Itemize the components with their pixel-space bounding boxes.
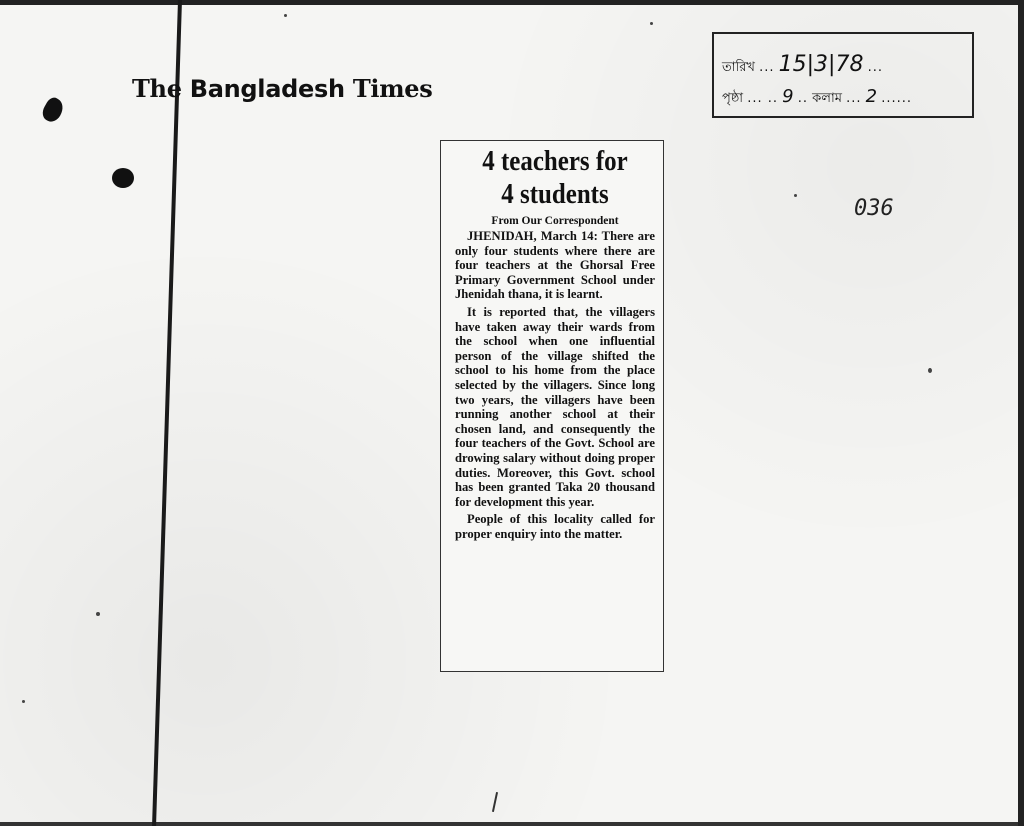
archive-stamp	[712, 32, 974, 118]
scan-right-edge	[1018, 0, 1024, 826]
scan-speck	[96, 612, 100, 616]
scan-speck	[794, 194, 797, 197]
masthead-word: The	[132, 74, 182, 103]
stamp-page-value: 9	[782, 86, 794, 107]
news-clipping	[440, 140, 664, 672]
headline-line: 4 students	[501, 178, 609, 210]
article-headline	[469, 145, 641, 211]
archive-page-number: 036	[854, 196, 894, 221]
scan-mark	[492, 792, 498, 812]
stamp-column-value: 2	[865, 86, 878, 107]
article-byline: From Our Correspondent	[491, 215, 619, 227]
stamp-date-day: 15	[778, 52, 807, 77]
scan-speck	[284, 14, 287, 17]
scan-speck	[22, 700, 25, 703]
headline-line: 4 teachers for	[482, 145, 628, 177]
stamp-date-year: 78	[835, 52, 864, 77]
scan-speck	[650, 22, 653, 25]
article-paragraph: It is reported that, the villagers have taken away their wards from the school when one influential person of the village shifted the school to his home from the place selected by the villagers. Since long two years, the villagers have been running another school at their chosen land, and consequently the four teachers of the Govt. School are drowing salary without doing proper duties. Moreover, this Govt. school has been granted Taka 20 thousand for development this year.	[455, 304, 655, 509]
stamp-page-row: পৃষ্ঠা ... .. 9 .. কলাম ... 2 ......	[722, 86, 913, 107]
binding-fold-line	[152, 0, 182, 826]
article-paragraph: People of this locality called for proper enquiry into the matter.	[455, 512, 655, 541]
stamp-date-label: তারিখ	[722, 60, 755, 75]
stamp-column-label: কলাম	[812, 91, 842, 106]
article-paragraph: JHENIDAH, March 14: There are only four students where there are four teachers at the Ghorsal Free Primary Government School under Jhenidah thana, it is learnt.	[455, 229, 655, 302]
newspaper-masthead	[132, 74, 432, 103]
stamp-page-label: পৃষ্ঠা	[722, 91, 744, 106]
article-body	[455, 229, 655, 541]
masthead-word: Times	[352, 74, 433, 103]
scan-top-edge	[0, 0, 1024, 5]
scan-speck	[928, 368, 932, 373]
stamp-date-row: তারিখ ... 15|3|78 ...	[722, 52, 884, 77]
punch-hole-mark	[112, 168, 134, 188]
stamp-date-month: 3	[814, 52, 829, 77]
masthead-word: Bangladesh	[189, 75, 345, 103]
ink-blot	[39, 95, 67, 125]
